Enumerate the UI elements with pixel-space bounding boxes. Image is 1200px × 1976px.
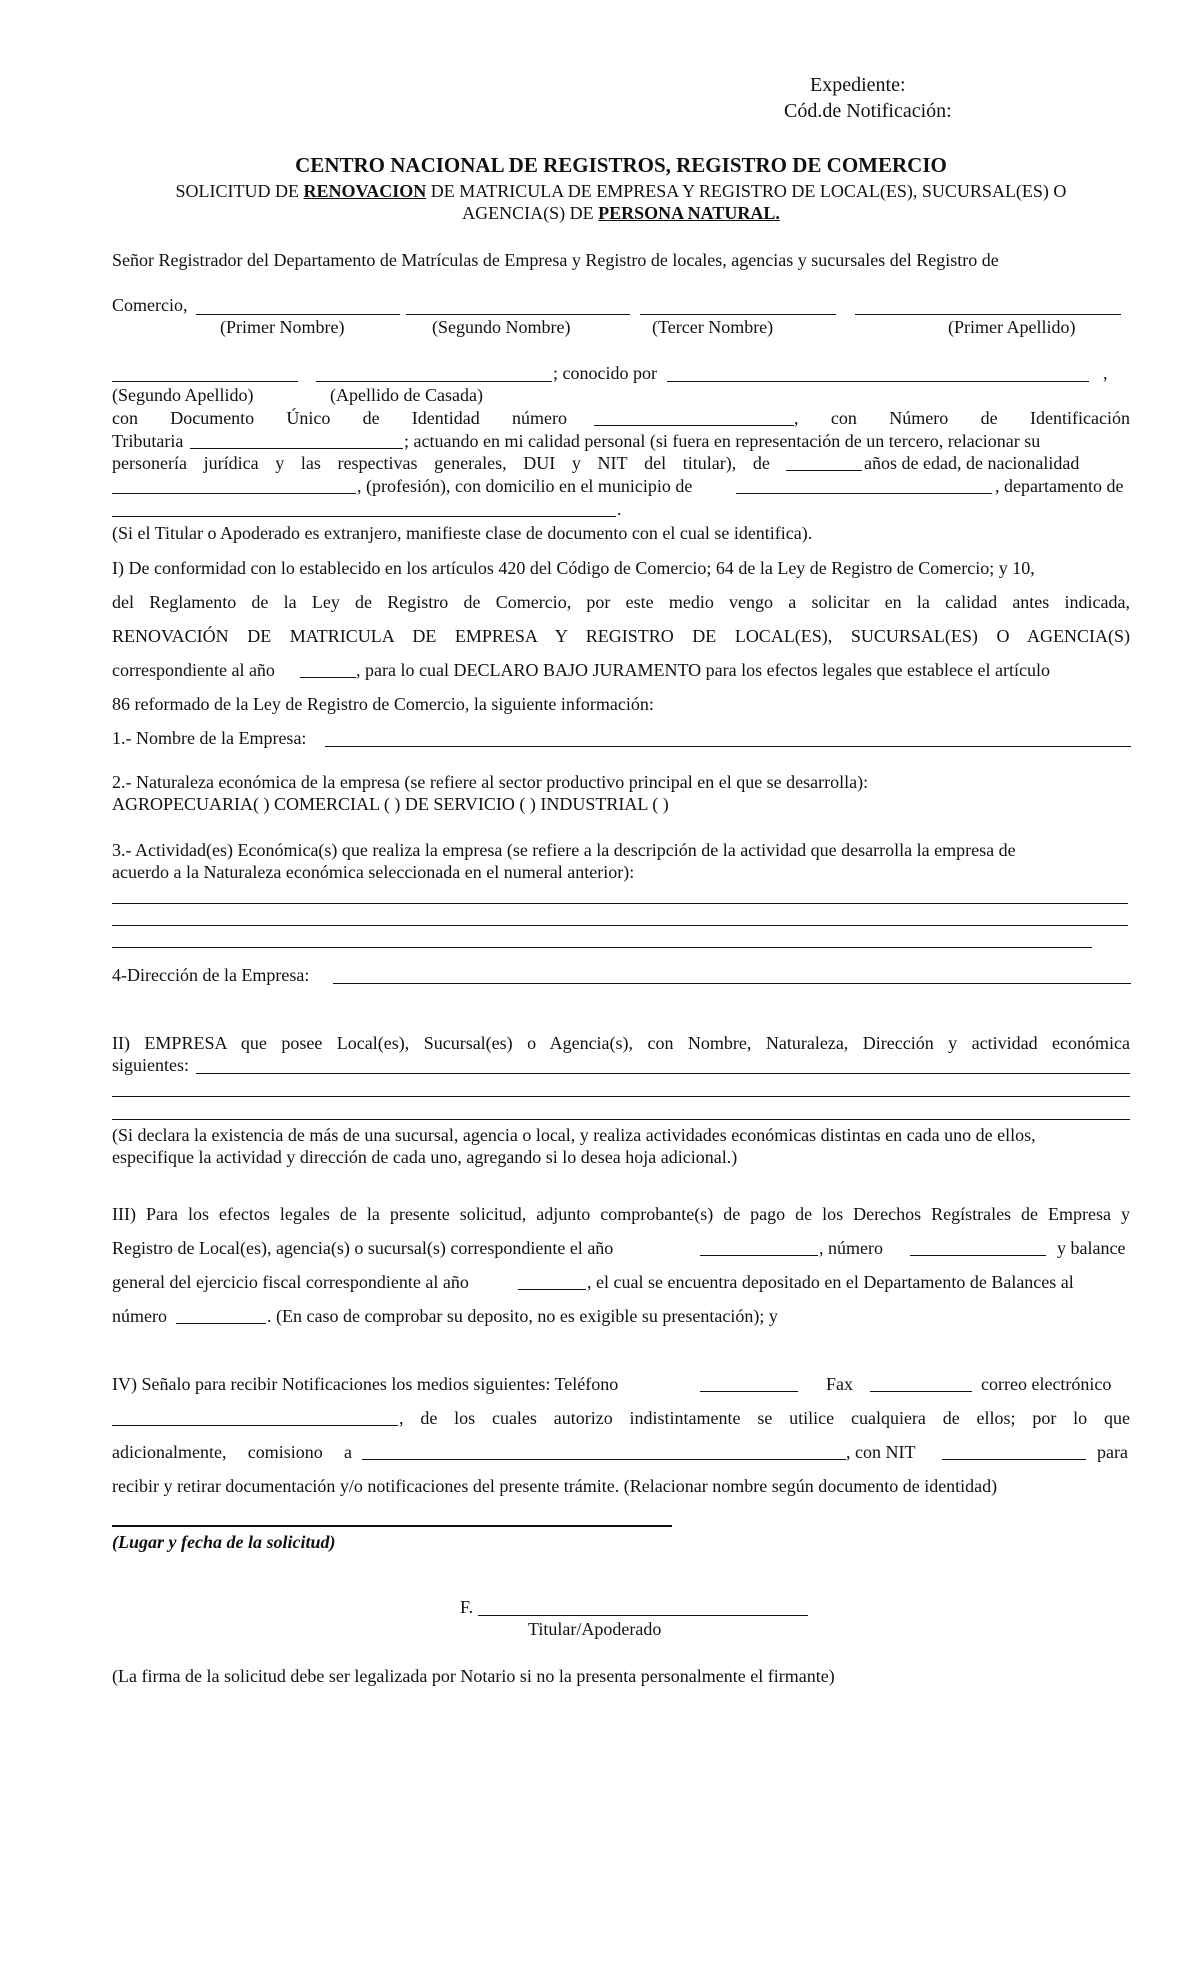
edad-field[interactable] <box>786 470 862 471</box>
fax-field[interactable] <box>870 1391 972 1392</box>
correo-field[interactable] <box>112 1425 398 1426</box>
nombre-empresa-label: 1.- Nombre de la Empresa: <box>112 728 307 748</box>
extranjero-note: (Si el Titular o Apoderado es extranjero, manifieste clase de documento con el cual se identifica). <box>112 523 813 543</box>
personeria-text: personería jurídica y las respectivas generales, DUI y NIT del titular), de <box>112 453 770 473</box>
anos-edad-text: años de edad, de nacionalidad <box>864 453 1080 473</box>
section-iii-paragraph-1: III) Para los efectos legales de la presente solicitud, adjunto comprobante(s) de pago de los Derechos Regístrales de Empresa y <box>112 1204 1130 1224</box>
expediente-label: Expediente: <box>810 74 906 96</box>
departamento-text: , departamento de <box>995 476 1124 496</box>
cod-notificacion-label: Cód.de Notificación: <box>784 100 952 122</box>
lugar-fecha-field[interactable] <box>112 1525 672 1527</box>
section-ii-paragraph-2: siguientes: <box>112 1055 189 1075</box>
direccion-empresa-field[interactable] <box>333 983 1131 984</box>
balance-ano-field[interactable] <box>518 1289 586 1290</box>
departamento-period: . <box>617 499 622 519</box>
departamento-field[interactable] <box>112 516 616 517</box>
actuando-text: ; actuando en mi calidad personal (si fuera en representación de un tercero, relacionar su <box>404 431 1041 451</box>
pago-numero-field[interactable] <box>910 1255 1046 1256</box>
actividad-label-2: acuerdo a la Naturaleza económica seleccionada en el numeral anterior): <box>112 862 635 882</box>
apellido-casada-field[interactable] <box>316 381 552 382</box>
primer-nombre-caption: (Primer Nombre) <box>220 317 345 337</box>
sucursales-field-2[interactable] <box>112 1096 1130 1097</box>
firma-prefix: F. <box>460 1597 474 1617</box>
section-i-paragraph-1: I) De conformidad con lo establecido en los artículos 420 del Código de Comercio; 64 de la Ley de Registro de Comercio; y 10, <box>112 558 1035 578</box>
comisionado-nit-field[interactable] <box>942 1459 1086 1460</box>
section-iv-paragraph-1b: Fax <box>826 1374 853 1394</box>
section-ii-paragraph-1: II) EMPRESA que posee Local(es), Sucursal(es) o Agencia(s), con Nombre, Naturaleza, Dirección y actividad económica <box>112 1033 1130 1053</box>
primer-nombre-field[interactable] <box>196 314 400 315</box>
actividad-label-1: 3.- Actividad(es) Económica(s) que realiza la empresa (se refiere a la descripción de la actividad que desarrolla la empresa de <box>112 840 1016 860</box>
titular-apoderado-caption: Titular/Apoderado <box>528 1619 662 1639</box>
segundo-apellido-field[interactable] <box>112 381 298 382</box>
lugar-fecha-caption: (Lugar y fecha de la solicitud) <box>112 1532 336 1552</box>
balance-numero-field[interactable] <box>176 1323 266 1324</box>
direccion-empresa-label: 4-Dirección de la Empresa: <box>112 965 310 985</box>
document-title: CENTRO NACIONAL DE REGISTROS, REGISTRO DE COMERCIO <box>295 153 947 177</box>
actividad-field-3[interactable] <box>112 947 1092 948</box>
municipio-field[interactable] <box>736 493 992 494</box>
conocido-comma: , <box>1103 363 1108 383</box>
conocido-por-label: ; conocido por <box>553 363 657 383</box>
sucursales-field-3[interactable] <box>112 1119 1130 1120</box>
section-iii-paragraph-2a: Registro de Local(es), agencia(s) o sucursal(s) correspondiente el año <box>112 1238 614 1258</box>
section-ii-note-1: (Si declara la existencia de más de una sucursal, agencia o local, y realiza actividades económicas distintas en cada uno de ellos, <box>112 1125 1036 1145</box>
document-subtitle-2: AGENCIA(S) DE PERSONA NATURAL. <box>462 203 780 223</box>
section-iii-paragraph-2c: y balance <box>1057 1238 1126 1258</box>
nit-field[interactable] <box>190 448 403 449</box>
naturaleza-options[interactable]: AGROPECUARIA( ) COMERCIAL ( ) DE SERVICIO ( ) INDUSTRIAL ( ) <box>112 794 669 814</box>
legalizacion-note: (La firma de la solicitud debe ser legalizada por Notario si no la presenta personalmente el firmante) <box>112 1666 835 1686</box>
nacionalidad-field[interactable] <box>112 493 356 494</box>
section-i-paragraph-2: del Reglamento de la Ley de Registro de Comercio, por este medio vengo a solicitar en la calidad antes indicada, <box>112 592 1130 612</box>
section-i-paragraph-4b: , para lo cual DECLARO BAJO JURAMENTO para los efectos legales que establece el artículo <box>356 660 1050 680</box>
comercio-label: Comercio, <box>112 295 188 315</box>
actividad-field-2[interactable] <box>112 925 1128 926</box>
dui-field[interactable] <box>594 425 794 426</box>
section-iv-paragraph-1a: IV) Señalo para recibir Notificaciones los medios siguientes: Teléfono <box>112 1374 619 1394</box>
sucursales-field-1[interactable] <box>196 1073 1130 1074</box>
segundo-apellido-caption: (Segundo Apellido) <box>112 385 254 405</box>
section-iii-paragraph-3a: general del ejercicio fiscal correspondiente al año <box>112 1272 469 1292</box>
telefono-field[interactable] <box>700 1391 798 1392</box>
nit-label: , con Número de Identificación <box>794 408 1130 428</box>
document-subtitle-1: SOLICITUD DE RENOVACION DE MATRICULA DE EMPRESA Y REGISTRO DE LOCAL(ES), SUCURSAL(ES) O <box>175 181 1067 201</box>
naturaleza-label: 2.- Naturaleza económica de la empresa (se refiere al sector productivo principal en el que se desarrolla): <box>112 772 869 792</box>
section-iv-paragraph-3c: para <box>1097 1442 1128 1462</box>
nombre-empresa-field[interactable] <box>325 746 1131 747</box>
conocido-por-field[interactable] <box>667 381 1089 382</box>
section-iv-paragraph-1c: correo electrónico <box>981 1374 1112 1394</box>
section-iii-paragraph-3b: , el cual se encuentra depositado en el Departamento de Balances al <box>587 1272 1074 1292</box>
section-ii-note-2: especifique la actividad y dirección de cada uno, agregando si lo desea hoja adicional.) <box>112 1147 738 1167</box>
section-iv-paragraph-3b: , con NIT <box>846 1442 916 1462</box>
section-iii-paragraph-4b: . (En caso de comprobar su deposito, no es exigible su presentación); y <box>267 1306 778 1326</box>
apellido-casada-caption: (Apellido de Casada) <box>330 385 483 405</box>
section-i-paragraph-4a: correspondiente al año <box>112 660 275 680</box>
section-iv-paragraph-2: , de los cuales autorizo indistintamente se utilice cualquiera de ellos; por lo que <box>399 1408 1130 1428</box>
section-iii-paragraph-2b: , número <box>819 1238 883 1258</box>
primer-apellido-caption: (Primer Apellido) <box>948 317 1076 337</box>
section-i-paragraph-3: RENOVACIÓN DE MATRICULA DE EMPRESA Y REGISTRO DE LOCAL(ES), SUCURSAL(ES) O AGENCIA(S) <box>112 626 1130 646</box>
pago-ano-field[interactable] <box>700 1255 818 1256</box>
section-iii-paragraph-4a: número <box>112 1306 167 1326</box>
tercer-nombre-field[interactable] <box>640 314 836 315</box>
intro-senor-text: Señor Registrador del Departamento de Matrículas de Empresa y Registro de locales, agencias y sucursales del Registro de <box>112 250 999 270</box>
section-iv-paragraph-3a: adicionalmente, comisiono a <box>112 1442 352 1462</box>
firma-field[interactable] <box>478 1615 808 1616</box>
actividad-field-1[interactable] <box>112 903 1128 904</box>
comisionado-field[interactable] <box>362 1459 846 1460</box>
primer-apellido-field[interactable] <box>855 314 1121 315</box>
tercer-nombre-caption: (Tercer Nombre) <box>652 317 774 337</box>
section-iv-paragraph-4: recibir y retirar documentación y/o notificaciones del presente trámite. (Relacionar nombre según documento de identidad) <box>112 1476 998 1496</box>
section-i-paragraph-5: 86 reformado de la Ley de Registro de Comercio, la siguiente información: <box>112 694 654 714</box>
profesion-text: , (profesión), con domicilio en el municipio de <box>357 476 693 496</box>
segundo-nombre-field[interactable] <box>406 314 630 315</box>
tributaria-label: Tributaria <box>112 431 184 451</box>
dui-label: con Documento Único de Identidad número <box>112 408 567 428</box>
renovacion-ano-field[interactable] <box>300 677 356 678</box>
segundo-nombre-caption: (Segundo Nombre) <box>432 317 571 337</box>
